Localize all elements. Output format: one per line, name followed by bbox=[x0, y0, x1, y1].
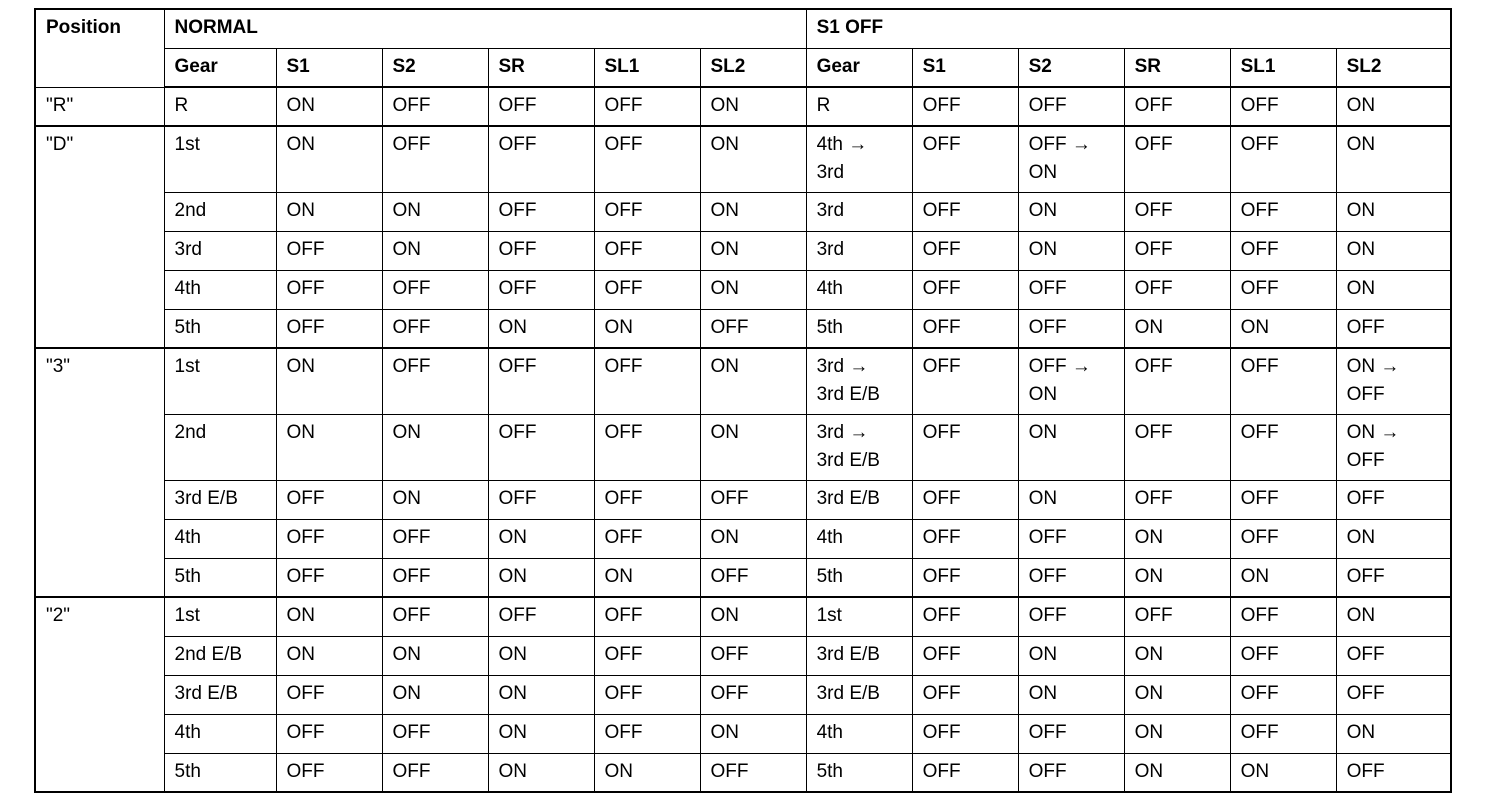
normal-s1-cell: OFF bbox=[276, 231, 382, 270]
s1off-gear-cell: 3rd → 3rd E/B bbox=[806, 348, 912, 414]
normal-s1-cell: ON bbox=[276, 87, 382, 126]
normal-gear-cell: 2nd E/B bbox=[164, 636, 276, 675]
normal-s2-cell: OFF bbox=[382, 714, 488, 753]
normal-s2-cell: OFF bbox=[382, 753, 488, 792]
s1off-sl2-cell: OFF bbox=[1336, 675, 1451, 714]
s1off-sl2-cell: ON bbox=[1336, 192, 1451, 231]
s1off-col-header-gear: Gear bbox=[806, 48, 912, 87]
normal-s2-cell: OFF bbox=[382, 87, 488, 126]
s1off-sl1-cell: OFF bbox=[1230, 192, 1336, 231]
s1off-gear-cell: 3rd E/B bbox=[806, 480, 912, 519]
normal-sl1-cell: OFF bbox=[594, 270, 700, 309]
table-row bbox=[35, 309, 1451, 348]
table-row bbox=[35, 231, 1451, 270]
s1off-gear-cell: 4th bbox=[806, 519, 912, 558]
normal-sl1-cell: OFF bbox=[594, 414, 700, 480]
s1off-s2-cell: OFF → ON bbox=[1018, 126, 1124, 192]
normal-s2-cell: OFF bbox=[382, 126, 488, 192]
position-header: Position bbox=[35, 9, 164, 87]
table-row bbox=[35, 675, 1451, 714]
s1off-gear-cell: 3rd E/B bbox=[806, 636, 912, 675]
s1off-col-header-sr: SR bbox=[1124, 48, 1230, 87]
s1off-sl1-cell: OFF bbox=[1230, 348, 1336, 414]
normal-s1-cell: OFF bbox=[276, 309, 382, 348]
s1off-sr-cell: ON bbox=[1124, 309, 1230, 348]
s1-off-header: S1 OFF bbox=[806, 9, 1451, 48]
s1off-s1-cell: OFF bbox=[912, 675, 1018, 714]
normal-sr-cell: OFF bbox=[488, 192, 594, 231]
s1off-sl1-cell: OFF bbox=[1230, 270, 1336, 309]
normal-s1-cell: OFF bbox=[276, 714, 382, 753]
normal-sl1-cell: ON bbox=[594, 309, 700, 348]
normal-gear-cell: 2nd bbox=[164, 414, 276, 480]
s1off-gear-cell: 1st bbox=[806, 597, 912, 636]
normal-s1-cell: ON bbox=[276, 126, 382, 192]
s1off-sl2-cell: OFF bbox=[1336, 753, 1451, 792]
normal-s2-cell: OFF bbox=[382, 597, 488, 636]
normal-col-header-sl1: SL1 bbox=[594, 48, 700, 87]
normal-sl1-cell: OFF bbox=[594, 636, 700, 675]
s1off-sl1-cell: OFF bbox=[1230, 714, 1336, 753]
normal-sr-cell: OFF bbox=[488, 348, 594, 414]
s1off-sr-cell: OFF bbox=[1124, 480, 1230, 519]
normal-sl2-cell: ON bbox=[700, 231, 806, 270]
normal-s2-cell: ON bbox=[382, 675, 488, 714]
s1off-s1-cell: OFF bbox=[912, 714, 1018, 753]
s1off-s1-cell: OFF bbox=[912, 270, 1018, 309]
s1off-s2-cell: OFF → ON bbox=[1018, 348, 1124, 414]
s1off-sl1-cell: OFF bbox=[1230, 675, 1336, 714]
normal-s1-cell: ON bbox=[276, 597, 382, 636]
normal-sl2-cell: ON bbox=[700, 597, 806, 636]
s1off-sr-cell: ON bbox=[1124, 675, 1230, 714]
normal-gear-cell: 5th bbox=[164, 309, 276, 348]
normal-s2-cell: OFF bbox=[382, 270, 488, 309]
table-row bbox=[35, 519, 1451, 558]
s1off-sl1-cell: OFF bbox=[1230, 414, 1336, 480]
normal-sr-cell: OFF bbox=[488, 270, 594, 309]
normal-sr-cell: OFF bbox=[488, 126, 594, 192]
normal-s2-cell: ON bbox=[382, 231, 488, 270]
normal-s1-cell: OFF bbox=[276, 519, 382, 558]
normal-sl2-cell: ON bbox=[700, 348, 806, 414]
s1off-sl1-cell: OFF bbox=[1230, 231, 1336, 270]
normal-sl1-cell: OFF bbox=[594, 480, 700, 519]
normal-sl2-cell: OFF bbox=[700, 309, 806, 348]
normal-header: NORMAL bbox=[164, 9, 806, 48]
normal-sr-cell: ON bbox=[488, 558, 594, 597]
normal-col-header-gear: Gear bbox=[164, 48, 276, 87]
normal-sl2-cell: ON bbox=[700, 519, 806, 558]
s1off-sr-cell: ON bbox=[1124, 753, 1230, 792]
s1off-s2-cell: OFF bbox=[1018, 309, 1124, 348]
s1off-sl1-cell: OFF bbox=[1230, 126, 1336, 192]
s1off-sr-cell: ON bbox=[1124, 636, 1230, 675]
s1off-col-header-sl2: SL2 bbox=[1336, 48, 1451, 87]
normal-gear-cell: 5th bbox=[164, 558, 276, 597]
s1off-sl2-cell: OFF bbox=[1336, 309, 1451, 348]
s1off-s2-cell: ON bbox=[1018, 192, 1124, 231]
s1off-sr-cell: OFF bbox=[1124, 414, 1230, 480]
s1off-sr-cell: OFF bbox=[1124, 126, 1230, 192]
s1off-gear-cell: 5th bbox=[806, 309, 912, 348]
s1off-s1-cell: OFF bbox=[912, 519, 1018, 558]
normal-sl1-cell: ON bbox=[594, 753, 700, 792]
normal-s1-cell: OFF bbox=[276, 480, 382, 519]
normal-s2-cell: ON bbox=[382, 192, 488, 231]
s1off-sl1-cell: ON bbox=[1230, 309, 1336, 348]
s1off-s1-cell: OFF bbox=[912, 192, 1018, 231]
normal-sl2-cell: OFF bbox=[700, 636, 806, 675]
s1off-sr-cell: OFF bbox=[1124, 597, 1230, 636]
normal-s2-cell: ON bbox=[382, 480, 488, 519]
normal-col-header-sl2: SL2 bbox=[700, 48, 806, 87]
s1off-s2-cell: OFF bbox=[1018, 597, 1124, 636]
normal-sl2-cell: OFF bbox=[700, 753, 806, 792]
normal-s1-cell: ON bbox=[276, 192, 382, 231]
normal-sl2-cell: ON bbox=[700, 192, 806, 231]
s1off-sl1-cell: OFF bbox=[1230, 87, 1336, 126]
normal-gear-cell: R bbox=[164, 87, 276, 126]
table-row bbox=[35, 558, 1451, 597]
normal-gear-cell: 1st bbox=[164, 348, 276, 414]
table-row bbox=[35, 636, 1451, 675]
normal-gear-cell: 4th bbox=[164, 519, 276, 558]
normal-sr-cell: OFF bbox=[488, 597, 594, 636]
s1off-gear-cell: R bbox=[806, 87, 912, 126]
s1off-gear-cell: 5th bbox=[806, 753, 912, 792]
s1off-sr-cell: OFF bbox=[1124, 192, 1230, 231]
normal-sl2-cell: ON bbox=[700, 126, 806, 192]
normal-sl1-cell: OFF bbox=[594, 597, 700, 636]
normal-sl2-cell: ON bbox=[700, 414, 806, 480]
s1off-sl2-cell: ON bbox=[1336, 126, 1451, 192]
s1off-gear-cell: 4th bbox=[806, 270, 912, 309]
normal-s1-cell: OFF bbox=[276, 270, 382, 309]
s1off-gear-cell: 4th bbox=[806, 714, 912, 753]
s1off-sl2-cell: ON bbox=[1336, 270, 1451, 309]
s1off-gear-cell: 5th bbox=[806, 558, 912, 597]
table-row bbox=[35, 270, 1451, 309]
normal-s1-cell: ON bbox=[276, 414, 382, 480]
normal-sl1-cell: OFF bbox=[594, 87, 700, 126]
position-cell: "2" bbox=[35, 597, 164, 792]
s1off-s1-cell: OFF bbox=[912, 636, 1018, 675]
s1off-s2-cell: OFF bbox=[1018, 270, 1124, 309]
s1off-gear-cell: 3rd bbox=[806, 192, 912, 231]
normal-gear-cell: 1st bbox=[164, 597, 276, 636]
normal-s1-cell: OFF bbox=[276, 558, 382, 597]
s1off-s1-cell: OFF bbox=[912, 348, 1018, 414]
normal-sl2-cell: ON bbox=[700, 87, 806, 126]
s1off-sl2-cell: OFF bbox=[1336, 636, 1451, 675]
normal-s1-cell: ON bbox=[276, 636, 382, 675]
s1off-sl2-cell: ON bbox=[1336, 231, 1451, 270]
normal-sl2-cell: OFF bbox=[700, 480, 806, 519]
s1off-gear-cell: 4th → 3rd bbox=[806, 126, 912, 192]
s1off-sl1-cell: OFF bbox=[1230, 636, 1336, 675]
s1off-col-header-sl1: SL1 bbox=[1230, 48, 1336, 87]
s1off-sr-cell: OFF bbox=[1124, 231, 1230, 270]
table-row bbox=[35, 480, 1451, 519]
s1off-sl1-cell: OFF bbox=[1230, 480, 1336, 519]
normal-gear-cell: 4th bbox=[164, 270, 276, 309]
s1off-s1-cell: OFF bbox=[912, 309, 1018, 348]
s1off-s1-cell: OFF bbox=[912, 753, 1018, 792]
table-row bbox=[35, 753, 1451, 792]
s1off-s1-cell: OFF bbox=[912, 126, 1018, 192]
s1off-sr-cell: ON bbox=[1124, 714, 1230, 753]
normal-sl1-cell: OFF bbox=[594, 519, 700, 558]
s1off-s2-cell: ON bbox=[1018, 636, 1124, 675]
normal-sl1-cell: OFF bbox=[594, 714, 700, 753]
position-cell: "3" bbox=[35, 348, 164, 597]
normal-s1-cell: OFF bbox=[276, 675, 382, 714]
normal-s1-cell: ON bbox=[276, 348, 382, 414]
normal-s2-cell: OFF bbox=[382, 309, 488, 348]
normal-gear-cell: 5th bbox=[164, 753, 276, 792]
s1off-s2-cell: OFF bbox=[1018, 753, 1124, 792]
s1off-col-header-s2: S2 bbox=[1018, 48, 1124, 87]
normal-sr-cell: OFF bbox=[488, 231, 594, 270]
table-header bbox=[35, 9, 1451, 87]
s1off-s1-cell: OFF bbox=[912, 414, 1018, 480]
normal-gear-cell: 3rd bbox=[164, 231, 276, 270]
normal-gear-cell: 4th bbox=[164, 714, 276, 753]
s1off-s2-cell: ON bbox=[1018, 231, 1124, 270]
s1off-s1-cell: OFF bbox=[912, 480, 1018, 519]
normal-sl2-cell: ON bbox=[700, 270, 806, 309]
s1off-s2-cell: ON bbox=[1018, 480, 1124, 519]
normal-gear-cell: 3rd E/B bbox=[164, 675, 276, 714]
normal-sr-cell: ON bbox=[488, 753, 594, 792]
normal-sl2-cell: OFF bbox=[700, 675, 806, 714]
s1off-sl2-cell: ON bbox=[1336, 519, 1451, 558]
position-cell: "D" bbox=[35, 126, 164, 348]
normal-sr-cell: ON bbox=[488, 636, 594, 675]
normal-s2-cell: ON bbox=[382, 636, 488, 675]
normal-s2-cell: OFF bbox=[382, 558, 488, 597]
normal-col-header-sr: SR bbox=[488, 48, 594, 87]
s1off-sr-cell: ON bbox=[1124, 558, 1230, 597]
table-row bbox=[35, 714, 1451, 753]
s1off-sr-cell: OFF bbox=[1124, 348, 1230, 414]
normal-sr-cell: OFF bbox=[488, 414, 594, 480]
s1off-sl2-cell: ON bbox=[1336, 714, 1451, 753]
s1off-sl2-cell: ON → OFF bbox=[1336, 348, 1451, 414]
normal-sr-cell: ON bbox=[488, 675, 594, 714]
normal-sl1-cell: OFF bbox=[594, 192, 700, 231]
s1off-sl1-cell: ON bbox=[1230, 753, 1336, 792]
s1off-sr-cell: ON bbox=[1124, 519, 1230, 558]
normal-sr-cell: OFF bbox=[488, 87, 594, 126]
normal-sl1-cell: OFF bbox=[594, 231, 700, 270]
s1off-s1-cell: OFF bbox=[912, 87, 1018, 126]
table-body bbox=[35, 87, 1451, 792]
normal-sl2-cell: ON bbox=[700, 714, 806, 753]
solenoid-operation-table bbox=[34, 8, 1452, 793]
table-row bbox=[35, 192, 1451, 231]
table-row bbox=[35, 348, 1451, 414]
normal-col-header-s2: S2 bbox=[382, 48, 488, 87]
s1off-s2-cell: OFF bbox=[1018, 714, 1124, 753]
s1off-sr-cell: OFF bbox=[1124, 270, 1230, 309]
normal-sr-cell: ON bbox=[488, 714, 594, 753]
normal-sr-cell: ON bbox=[488, 519, 594, 558]
column-subheader-row bbox=[35, 48, 1451, 87]
position-cell: "R" bbox=[35, 87, 164, 126]
s1off-sl1-cell: ON bbox=[1230, 558, 1336, 597]
normal-sl1-cell: OFF bbox=[594, 126, 700, 192]
s1off-gear-cell: 3rd → 3rd E/B bbox=[806, 414, 912, 480]
s1off-s1-cell: OFF bbox=[912, 597, 1018, 636]
s1off-col-header-s1: S1 bbox=[912, 48, 1018, 87]
s1off-gear-cell: 3rd E/B bbox=[806, 675, 912, 714]
table-row bbox=[35, 414, 1451, 480]
s1off-sl1-cell: OFF bbox=[1230, 519, 1336, 558]
table-row bbox=[35, 126, 1451, 192]
normal-s2-cell: OFF bbox=[382, 348, 488, 414]
normal-col-header-s1: S1 bbox=[276, 48, 382, 87]
s1off-sl2-cell: OFF bbox=[1336, 558, 1451, 597]
normal-sl1-cell: OFF bbox=[594, 675, 700, 714]
normal-s2-cell: OFF bbox=[382, 519, 488, 558]
s1off-sl2-cell: OFF bbox=[1336, 480, 1451, 519]
normal-s2-cell: ON bbox=[382, 414, 488, 480]
normal-s1-cell: OFF bbox=[276, 753, 382, 792]
normal-sl2-cell: OFF bbox=[700, 558, 806, 597]
s1off-sl2-cell: ON → OFF bbox=[1336, 414, 1451, 480]
normal-gear-cell: 3rd E/B bbox=[164, 480, 276, 519]
normal-sl1-cell: ON bbox=[594, 558, 700, 597]
s1off-s2-cell: OFF bbox=[1018, 558, 1124, 597]
normal-sr-cell: ON bbox=[488, 309, 594, 348]
s1off-sl1-cell: OFF bbox=[1230, 597, 1336, 636]
s1off-sl2-cell: ON bbox=[1336, 87, 1451, 126]
table-row bbox=[35, 87, 1451, 126]
normal-gear-cell: 1st bbox=[164, 126, 276, 192]
s1off-sr-cell: OFF bbox=[1124, 87, 1230, 126]
s1off-s2-cell: OFF bbox=[1018, 519, 1124, 558]
s1off-gear-cell: 3rd bbox=[806, 231, 912, 270]
s1off-s1-cell: OFF bbox=[912, 558, 1018, 597]
s1off-sl2-cell: ON bbox=[1336, 597, 1451, 636]
normal-sl1-cell: OFF bbox=[594, 348, 700, 414]
s1off-s2-cell: ON bbox=[1018, 675, 1124, 714]
normal-gear-cell: 2nd bbox=[164, 192, 276, 231]
table-row bbox=[35, 597, 1451, 636]
normal-sr-cell: OFF bbox=[488, 480, 594, 519]
s1off-s1-cell: OFF bbox=[912, 231, 1018, 270]
s1off-s2-cell: OFF bbox=[1018, 87, 1124, 126]
s1off-s2-cell: ON bbox=[1018, 414, 1124, 480]
